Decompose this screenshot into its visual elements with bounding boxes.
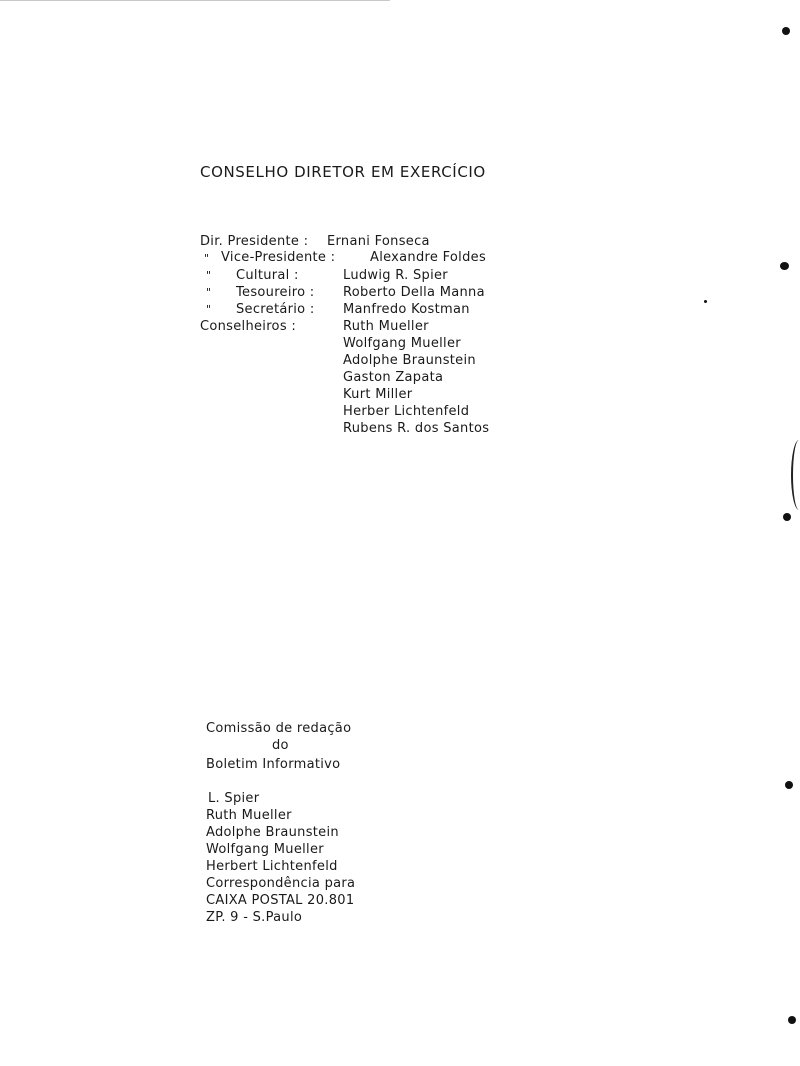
councillors-label: Conselheiros : xyxy=(200,319,296,334)
ditto-mark: " xyxy=(204,252,210,265)
scan-speck xyxy=(782,27,790,35)
committee-title: do xyxy=(272,738,289,753)
treasurer-name: Roberto Della Manna xyxy=(343,285,485,300)
councillor-name: Herber Lichtenfeld xyxy=(343,404,470,419)
committee-member: Ruth Mueller xyxy=(206,808,292,823)
councillor-name: Rubens R. dos Santos xyxy=(343,421,490,436)
committee-title: Comissão de redação xyxy=(206,721,352,736)
board-list xyxy=(200,234,520,434)
scan-edge-mark xyxy=(791,440,800,510)
cultural-label: Cultural : xyxy=(236,268,299,283)
ditto-mark: " xyxy=(206,286,212,299)
committee-member: Wolfgang Mueller xyxy=(206,842,324,857)
councillor-name: Gaston Zapata xyxy=(343,370,444,385)
committee-member: Herbert Lichtenfeld xyxy=(206,859,338,874)
president-name: Ernani Fonseca xyxy=(327,234,430,249)
editorial-committee xyxy=(206,720,466,930)
scan-speck xyxy=(785,781,793,789)
councillor-name: Kurt Miller xyxy=(343,387,413,402)
councillor-name: Wolfgang Mueller xyxy=(343,336,461,351)
committee-title: Boletim Informativo xyxy=(206,757,341,772)
correspondence-label: Correspondência para xyxy=(206,876,356,891)
scan-speck xyxy=(788,1016,796,1024)
president-label: Dir. Presidente : xyxy=(200,234,309,249)
scan-speck xyxy=(704,300,707,303)
postbox: CAIXA POSTAL 20.801 xyxy=(206,893,355,908)
councillor-name: Adolphe Braunstein xyxy=(343,353,476,368)
ditto-mark: " xyxy=(206,269,212,282)
page-top-edge xyxy=(0,0,390,1)
ditto-mark: " xyxy=(206,303,212,316)
vice-label: Vice-Presidente : xyxy=(221,250,336,265)
councillor-name: Ruth Mueller xyxy=(343,319,429,334)
board-heading: CONSELHO DIRETOR EM EXERCÍCIO xyxy=(200,163,486,181)
address: ZP. 9 - S.Paulo xyxy=(206,910,303,925)
scan-speck xyxy=(780,262,789,270)
committee-member: L. Spier xyxy=(208,791,260,806)
secretary-name: Manfredo Kostman xyxy=(343,302,470,317)
secretary-label: Secretário : xyxy=(236,302,315,317)
committee-member: Adolphe Braunstein xyxy=(206,825,339,840)
cultural-name: Ludwig R. Spier xyxy=(343,268,448,283)
scan-speck xyxy=(783,513,791,521)
treasurer-label: Tesoureiro : xyxy=(236,285,315,300)
vice-name: Alexandre Foldes xyxy=(370,250,487,265)
